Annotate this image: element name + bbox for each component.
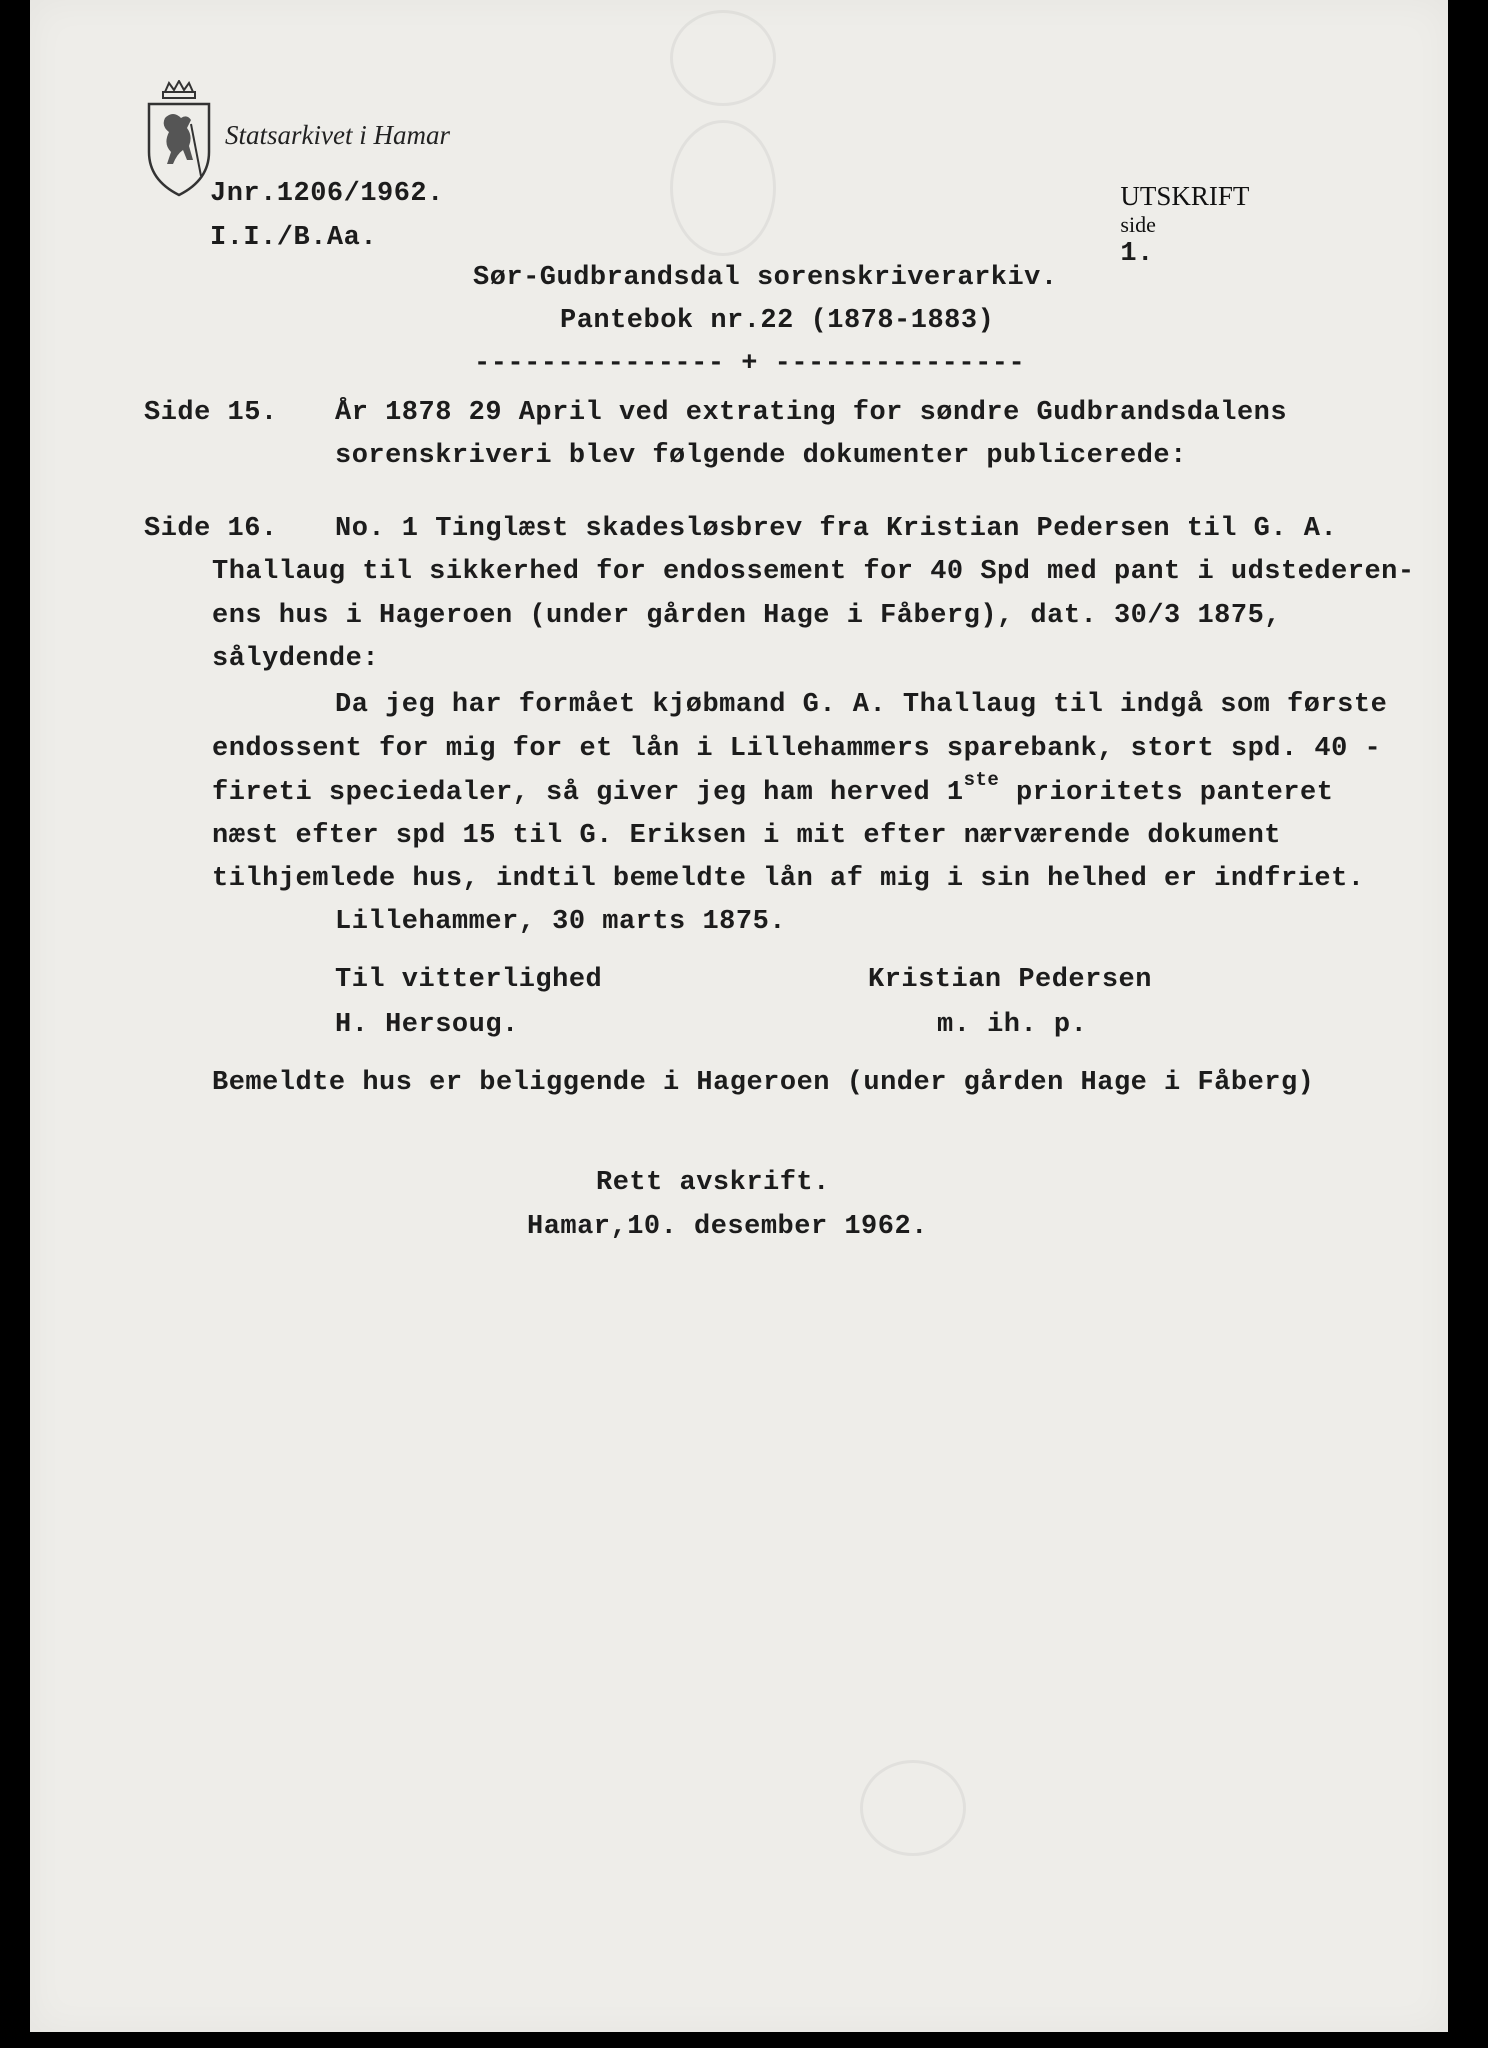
entry-line: No. 1 Tinglæst skadesløsbrev fra Kristian Pedersen til G. A.	[335, 514, 1338, 544]
signer-name: Kristian Pedersen	[868, 965, 1152, 995]
title-separator: --------------- + ---------------	[474, 349, 1026, 379]
witness-label: Til vitterlighed	[335, 965, 603, 995]
entry-line: ens hus i Hageroen (under gården Hage i Fåberg), dat. 30/3 1875,	[212, 601, 1281, 631]
institution-name: Statsarkivet i Hamar	[225, 120, 450, 150]
entry-line: sålydende:	[212, 644, 380, 674]
entry-side-label: Side 16.	[144, 514, 278, 544]
journal-number: Jnr.1206/1962.	[210, 179, 444, 209]
utskrift-text: UTSKRIFT	[1120, 181, 1250, 211]
location-note: Bemeldte hus er beliggende i Hageroen (under gården Hage i Fåberg)	[212, 1068, 1315, 1098]
entry-side-label: Side 15.	[144, 398, 278, 428]
entry-line: Thallaug til sikkerhed for endossement for 40 Spd med pant i udstederen-	[212, 557, 1415, 587]
ghost-stamp-mark	[670, 10, 776, 106]
entry-line: sorenskriveri blev følgende dokumenter publicerede:	[335, 441, 1187, 471]
reference-code: I.I./B.Aa.	[210, 223, 378, 253]
utskrift-label	[1082, 163, 1249, 288]
body-line	[212, 769, 1334, 809]
archive-title: Sør-Gudbrandsdal sorenskriverarkiv.	[473, 263, 1058, 293]
coat-of-arms-icon	[143, 80, 215, 202]
body-line: Da jeg har formået kjøbmand G. A. Thallaug til indgå som første	[335, 690, 1388, 720]
certification: Rett avskrift.	[596, 1168, 830, 1198]
ghost-stamp-mark	[860, 1760, 966, 1856]
place-date: Hamar,10. desember 1962.	[527, 1212, 928, 1242]
date-line: Lillehammer, 30 marts 1875.	[335, 907, 786, 937]
volume-title: Pantebok nr.22 (1878-1883)	[560, 306, 995, 336]
page-number: 1.	[1120, 239, 1154, 269]
body-line: endossent for mig for et lån i Lillehammers sparebank, stort spd. 40 -	[212, 734, 1382, 764]
ghost-stamp-mark	[670, 120, 776, 256]
signer-note: m. ih. p.	[937, 1010, 1088, 1040]
body-line: næst efter spd 15 til G. Eriksen i mit efter nærværende dokument	[212, 821, 1281, 851]
entry-line: År 1878 29 April ved extrating for søndre Gudbrandsdalens	[335, 398, 1288, 428]
side-label: side	[1120, 212, 1156, 237]
body-line: tilhjemlede hus, indtil bemeldte lån af mig i sin helhed er indfriet.	[212, 864, 1365, 894]
witness-name: H. Hersoug.	[335, 1010, 519, 1040]
body-text: fireti speciedaler, så giver jeg ham herved 1	[212, 778, 964, 808]
document-page	[30, 0, 1448, 2032]
body-text: prioritets panteret	[999, 778, 1334, 808]
ordinal-superscript: ste	[963, 769, 1000, 791]
